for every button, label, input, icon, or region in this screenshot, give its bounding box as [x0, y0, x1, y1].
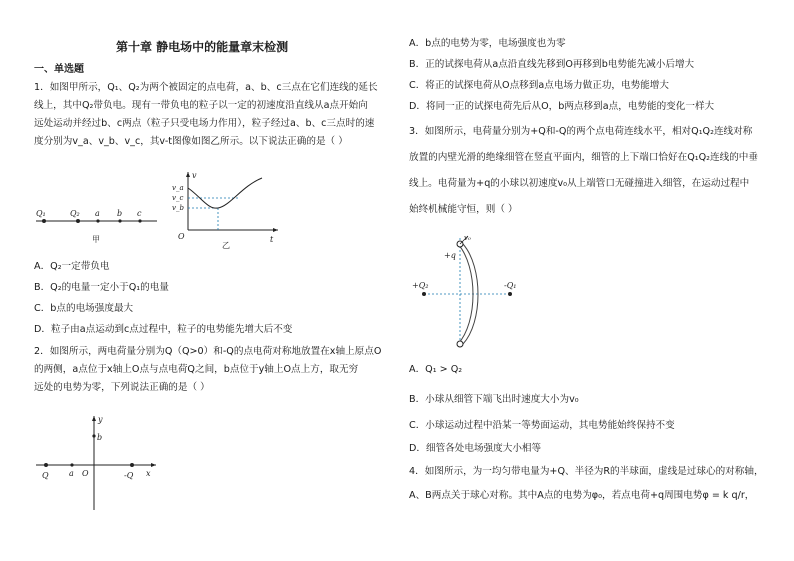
- label-a: a: [95, 209, 100, 218]
- figure-q2: [34, 412, 164, 512]
- q2-line-1: 2．如图所示，两电荷量分别为Q（Q>0）和-Q的点电荷对称地放置在x轴上原点O: [34, 346, 382, 357]
- vt-curve: [188, 178, 262, 208]
- q3-line-1: 3．如图所示，电荷量分别为+Q和-Q的两个点电荷连线水平，相对Q₁Q₂连线对称: [409, 126, 753, 137]
- label-plus-q2: +Q₂: [412, 281, 429, 290]
- q2-option-d: D．将同一正的试探电荷先后从O，b两点移到a点，电势能的变化一样大: [409, 101, 715, 112]
- q3-option-b: B．小球从细管下端飞出时速度大小为v₀: [409, 394, 579, 405]
- q1-option-d: D．粒子由a点运动到c点过程中，粒子的电势能先增大后不变: [34, 324, 293, 335]
- q2-option-c: C．将正的试探电荷从O点移到a点电场力做正功，电势能增大: [409, 80, 669, 91]
- figure-jia: [32, 196, 162, 246]
- label-plus-q: +q: [444, 251, 456, 260]
- section-heading: 一、单选题: [34, 64, 84, 75]
- q2-label-y: y: [98, 415, 103, 424]
- q2-label-o: O: [82, 469, 89, 478]
- label-b: b: [117, 209, 123, 218]
- q1-option-c: C．b点的电场强度最大: [34, 303, 134, 314]
- q4-line-2: A、B两点关于球心对称。其中A点的电势为φ₀，若点电荷+q周围电势φ = k q/r，: [409, 490, 755, 501]
- q1-line-2: 线上，其中Q₂带负电。现有一带负电的粒子以一定的初速度沿直线从a点开始向: [34, 100, 368, 111]
- q2-label-negq: -Q: [124, 471, 134, 480]
- q3-option-a: A．Q₁ > Q₂: [409, 364, 463, 375]
- q1-line-3: 远处运动并经过b、c两点（粒子只受电场力作用），粒子经过a、b、c三点时的速: [34, 118, 375, 129]
- q1-option-b: B．Q₂的电量一定小于Q₁的电量: [34, 282, 169, 293]
- tick-va: v_a: [172, 184, 184, 192]
- origin-label: O: [178, 232, 185, 241]
- q2-line-2: 的两侧，a点位于x轴上O点与点电荷Q之间，b点位于y轴上O点上方，取无穷: [34, 364, 359, 375]
- q1-line-4: 度分别为v_a、v_b、v_c，其v-t图像如图乙所示。以下说法正确的是（ ）: [34, 136, 348, 147]
- q2-line-3: 远处的电势为零，下列说法正确的是（ ）: [34, 382, 210, 393]
- q2-label-a: a: [69, 469, 74, 478]
- axis-t-label: t: [270, 235, 274, 244]
- q2-option-a: A．b点的电势为零，电场强度也为零: [409, 38, 566, 49]
- q3-line-3: 线上。电荷量为+q的小球以初速度v₀从上端管口无碰撞进入细管，在运动过程中: [409, 178, 750, 189]
- q1-option-a: A．Q₂一定带负电: [34, 261, 110, 272]
- label-q1: Q₁: [36, 209, 46, 218]
- q1-line-1: 1．如图甲所示，Q₁、Q₂为两个被固定的点电荷，a、b、c三点在它们连线的延长: [34, 82, 378, 93]
- label-v0: v₀: [464, 234, 471, 242]
- tick-vc: v_c: [172, 194, 184, 202]
- caption-jia: 甲: [92, 235, 100, 244]
- label-c: c: [137, 209, 142, 218]
- q2-option-b: B．正的试探电荷从a点沿直线先移到O再移到b电势能先减小后增大: [409, 59, 695, 70]
- q2-label-q: Q: [42, 471, 49, 480]
- q3-option-c: C．小球运动过程中沿某一等势面运动，其电势能始终保持不变: [409, 420, 675, 431]
- label-minus-q1: -Q₁: [504, 281, 517, 290]
- page-title: 第十章 静电场中的能量章末检测: [116, 40, 289, 54]
- caption-yi: 乙: [222, 241, 230, 250]
- q4-line-1: 4．如图所示，为一均匀带电量为+Q、半径为R的半球面，虚线是过球心的对称轴，: [409, 466, 764, 477]
- q3-line-2: 放置的内壁光滑的绝缘细管在竖直平面内，细管的上下端口恰好在Q₁Q₂连线的中垂: [409, 152, 758, 163]
- figure-q3: [410, 232, 530, 354]
- q3-line-4: 始终机械能守恒，则（ ）: [409, 204, 518, 215]
- q3-option-d: D．细管各处电场强度大小相等: [409, 443, 542, 454]
- q2-label-b: b: [97, 433, 103, 442]
- figure-yi: [170, 168, 282, 250]
- axis-v-label: v: [192, 171, 197, 180]
- tick-vb: v_b: [172, 204, 184, 212]
- q2-label-x: x: [146, 469, 151, 478]
- label-q2: Q₂: [70, 209, 80, 218]
